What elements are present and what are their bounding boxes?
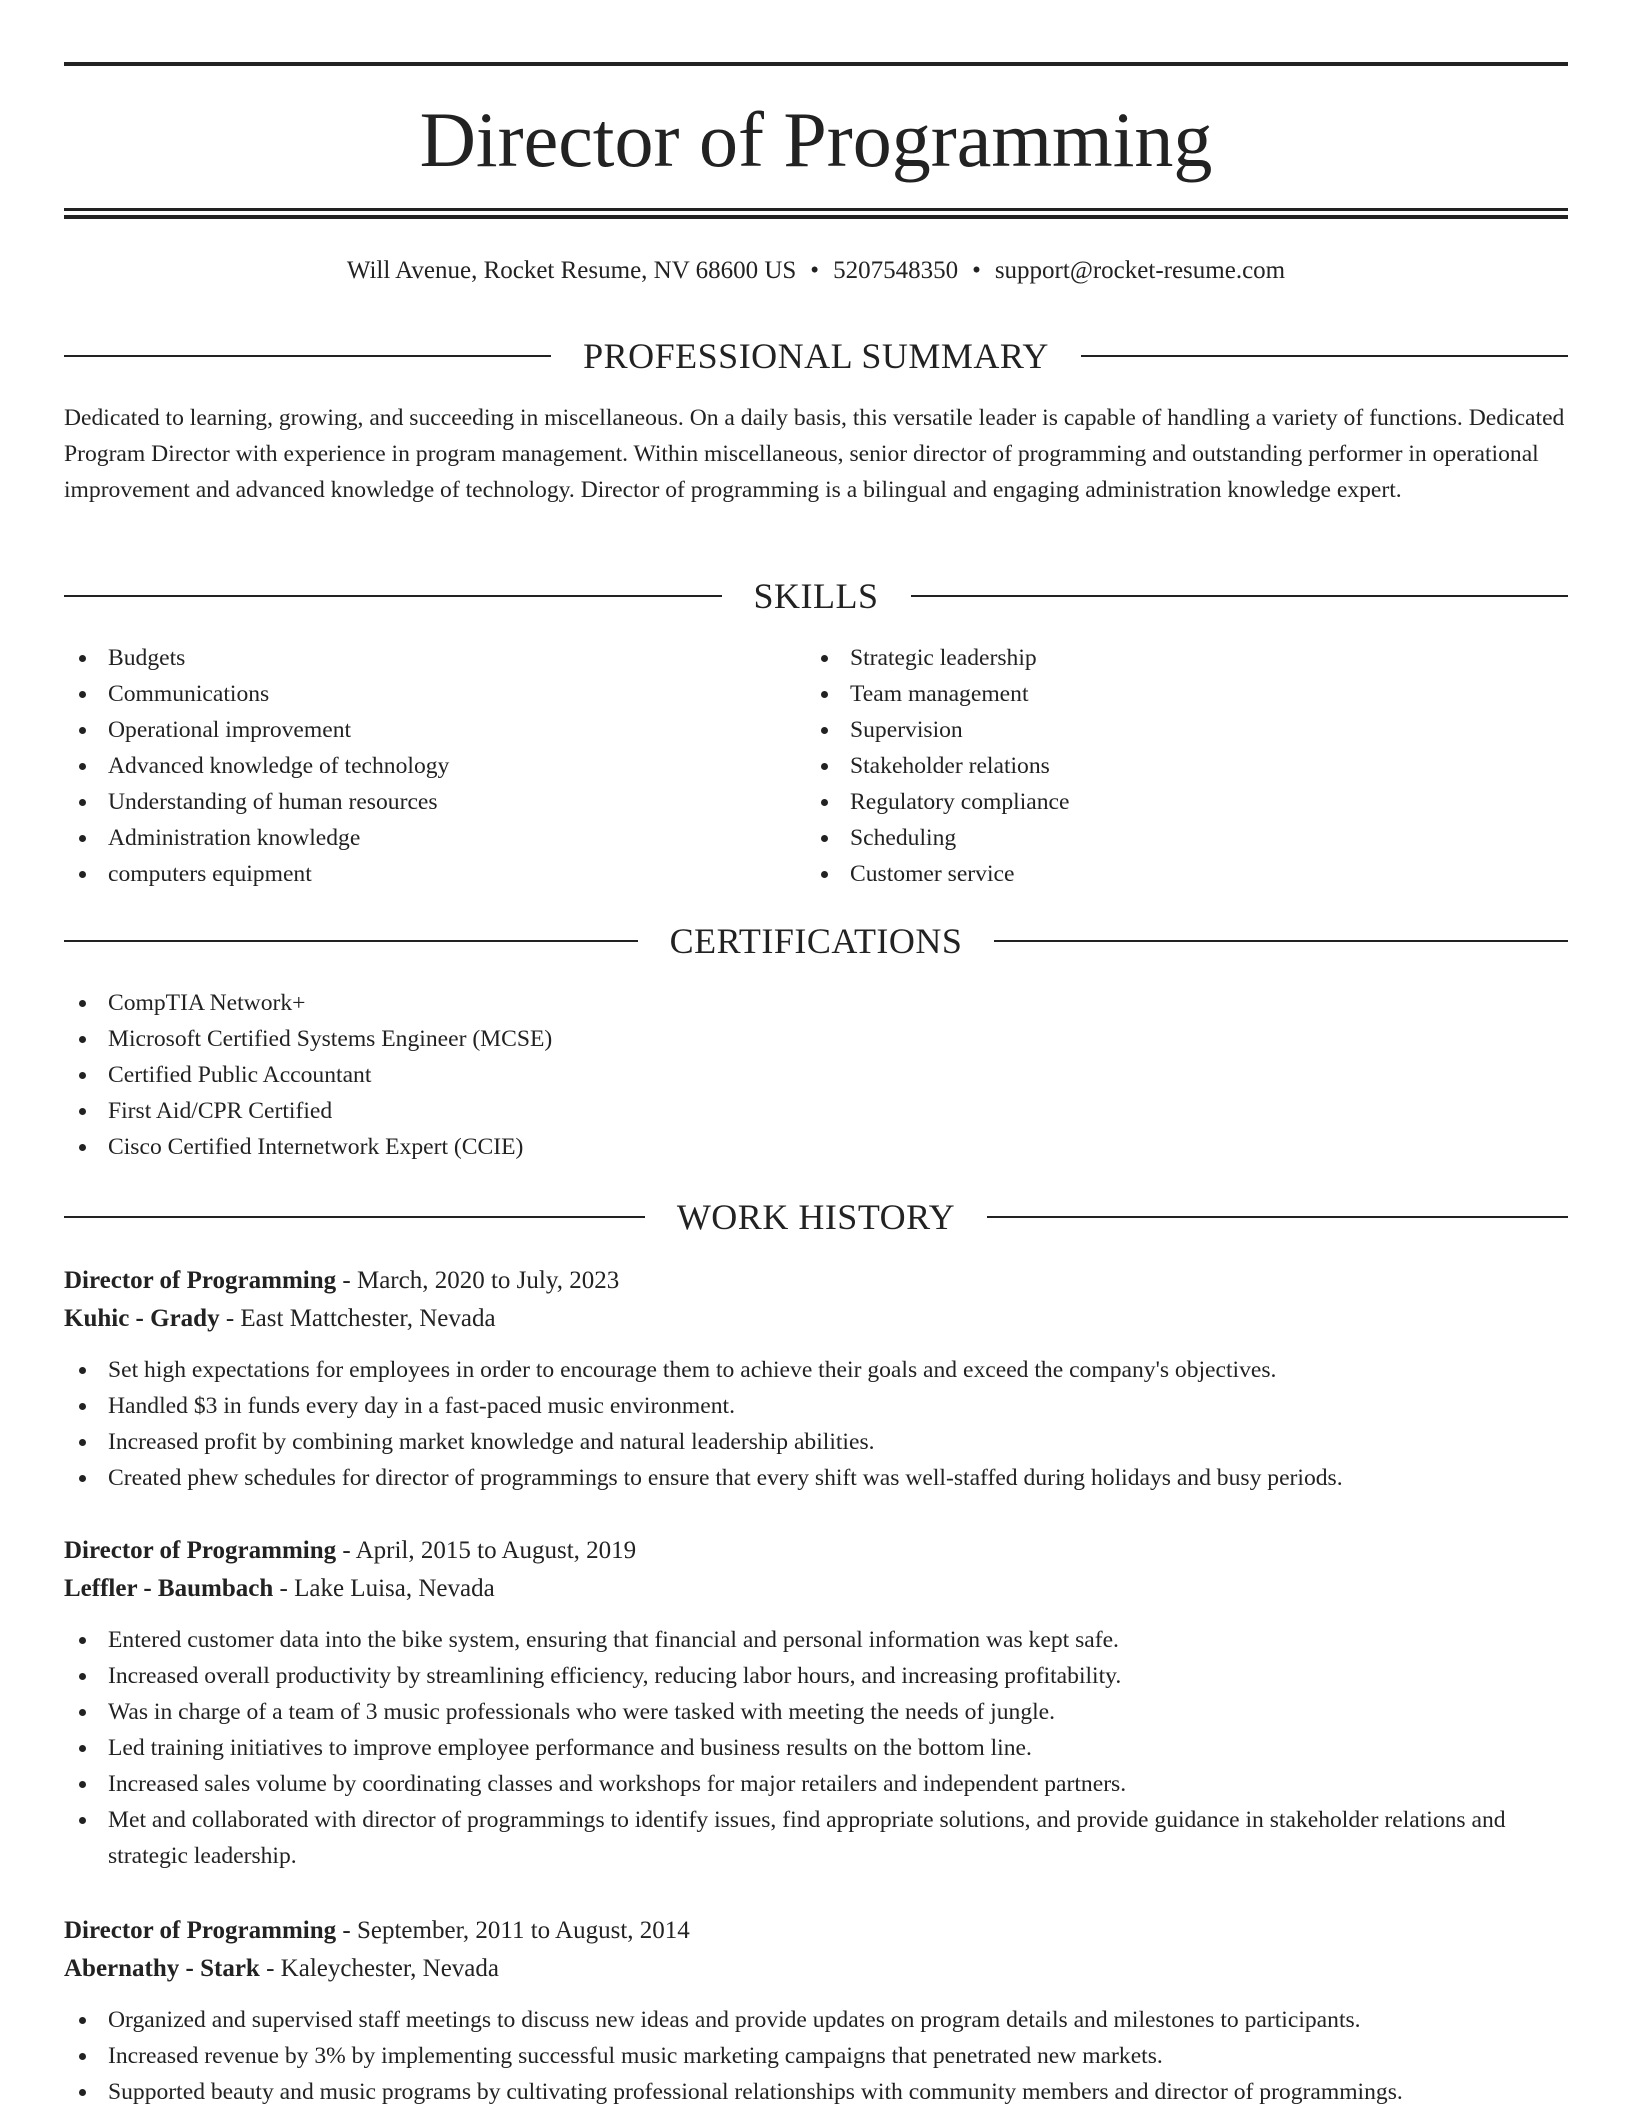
certification-item: Certified Public Accountant: [64, 1057, 1568, 1093]
job-dash: -: [336, 1917, 357, 1944]
contact-separator: •: [972, 257, 981, 284]
job-title: Director of Programming: [64, 1917, 337, 1944]
skills-list-left: [64, 640, 804, 892]
summary-heading: [64, 334, 1568, 378]
skills-heading: [64, 574, 1568, 618]
skill-item: Communications: [64, 676, 804, 712]
job-dash: -: [336, 1267, 357, 1294]
heading-rule-left: [64, 595, 722, 597]
skill-item: computers equipment: [64, 856, 804, 892]
summary-heading-label: PROFESSIONAL SUMMARY: [583, 336, 1049, 376]
job-entry: [64, 1262, 1568, 1496]
skill-item: Operational improvement: [64, 712, 804, 748]
contact-address: Will Avenue, Rocket Resume, NV 68600 US: [346, 257, 797, 284]
job-bullet: Led training initiatives to improve employee performance and business results on the bottom line.: [64, 1730, 1568, 1766]
job-bullets: [64, 1622, 1568, 1874]
work-history-heading: [64, 1195, 1568, 1239]
skill-item: Stakeholder relations: [806, 748, 1546, 784]
page-title: Director of Programming: [419, 96, 1213, 183]
job-bullets: [64, 2002, 1568, 2110]
certification-item: Microsoft Certified Systems Engineer (MCSE): [64, 1021, 1568, 1057]
job-company-line: [64, 1300, 1568, 1338]
heading-rule-right: [994, 940, 1568, 942]
job-dash: -: [219, 1305, 241, 1332]
skill-item: Team management: [806, 676, 1546, 712]
job-dash: -: [259, 1955, 281, 1982]
job-bullet: Increased profit by combining market knowledge and natural leadership abilities.: [64, 1424, 1568, 1460]
job-bullet: Met and collaborated with director of programmings to identify issues, find appropriate solutions, and provide guidance in stakeholder relations and strategic leadership.: [64, 1802, 1568, 1874]
job-bullet: Organized and supervised staff meetings to discuss new ideas and provide updates on program details and milestones to participants.: [64, 2002, 1568, 2038]
heading-rule-right: [987, 1216, 1568, 1218]
job-entry: [64, 1912, 1568, 2110]
job-location: Lake Luisa, Nevada: [294, 1575, 495, 1602]
job-bullet: Handled $3 in funds every day in a fast-paced music environment.: [64, 1388, 1568, 1424]
job-title-line: [64, 1532, 1568, 1570]
job-dash: -: [273, 1575, 295, 1602]
certification-item: First Aid/CPR Certified: [64, 1093, 1568, 1129]
job-bullets: [64, 1352, 1568, 1496]
title-rule-upper: [64, 208, 1568, 211]
job-title: Director of Programming: [64, 1537, 337, 1564]
skill-item: Advanced knowledge of technology: [64, 748, 804, 784]
contact-line: [64, 254, 1568, 288]
job-bullet: Supported beauty and music programs by cultivating professional relationships with community members and director of programmings.: [64, 2074, 1568, 2110]
work-history-heading-label: WORK HISTORY: [676, 1197, 956, 1237]
contact-separator: •: [810, 257, 820, 284]
certification-item: Cisco Certified Internetwork Expert (CCIE): [64, 1129, 1568, 1165]
job-bullet: Set high expectations for employees in order to encourage them to achieve their goals and exceed the company's objectives.: [64, 1352, 1568, 1388]
job-bullet: Was in charge of a team of 3 music professionals who were tasked with meeting the needs of jungle.: [64, 1694, 1568, 1730]
job-dates: April, 2015 to August, 2019: [355, 1537, 637, 1564]
heading-rule-left: [64, 355, 551, 357]
skills-list-right: [806, 640, 1546, 892]
certification-item: CompTIA Network+: [64, 985, 1568, 1021]
job-company-line: [64, 1950, 1568, 1988]
certifications-heading: [64, 919, 1568, 963]
heading-rule-left: [64, 940, 638, 942]
heading-rule-right: [911, 595, 1569, 597]
job-location: East Mattchester, Nevada: [240, 1305, 496, 1332]
skill-item: Budgets: [64, 640, 804, 676]
job-dates: September, 2011 to August, 2014: [356, 1917, 690, 1944]
job-bullet: Entered customer data into the bike system, ensuring that financial and personal information was kept safe.: [64, 1622, 1568, 1658]
job-entry: [64, 1532, 1568, 1874]
summary-text: Dedicated to learning, growing, and succeeding in miscellaneous. On a daily basis, this versatile leader is capable of handling a variety of functions. Dedicated Program Director with experience in program management. Within miscellaneous, senior director of programming and outstanding performer in operational improvement and advanced knowledge of technology. Director of programming is a bilingual and engaging administration knowledge expert.: [64, 405, 1565, 503]
contact-email: support@rocket-resume.com: [994, 257, 1286, 284]
top-rule: [64, 62, 1568, 66]
skill-item: Scheduling: [806, 820, 1546, 856]
job-company: Kuhic - Grady: [64, 1305, 220, 1332]
job-title-line: [64, 1262, 1568, 1300]
job-company: Leffler - Baumbach: [64, 1575, 274, 1602]
skill-item: Strategic leadership: [806, 640, 1546, 676]
certifications-list: [64, 985, 1568, 1165]
skill-item: Customer service: [806, 856, 1546, 892]
job-location: Kaleychester, Nevada: [280, 1955, 499, 1982]
job-company: Abernathy - Stark: [64, 1955, 260, 1982]
skill-item: Administration knowledge: [64, 820, 804, 856]
skill-item: Understanding of human resources: [64, 784, 804, 820]
heading-rule-right: [1081, 355, 1568, 357]
job-bullet: Created phew schedules for director of programmings to ensure that every shift was well-staffed during holidays and busy periods.: [64, 1460, 1568, 1496]
job-dates: March, 2020 to July, 2023: [356, 1267, 620, 1294]
certifications-heading-label: CERTIFICATIONS: [669, 921, 963, 961]
skills-heading-label: SKILLS: [753, 576, 879, 616]
contact-phone: 5207548350: [833, 257, 959, 284]
heading-rule-left: [64, 1216, 645, 1218]
job-bullet: Increased sales volume by coordinating classes and workshops for major retailers and independent partners.: [64, 1766, 1568, 1802]
skill-item: Regulatory compliance: [806, 784, 1546, 820]
title-rule-lower: [64, 215, 1568, 219]
job-bullet: Increased revenue by 3% by implementing successful music marketing campaigns that penetrated new markets.: [64, 2038, 1568, 2074]
job-bullet: Increased overall productivity by streamlining efficiency, reducing labor hours, and increasing profitability.: [64, 1658, 1568, 1694]
job-title-line: [64, 1912, 1568, 1950]
job-dash: -: [336, 1537, 356, 1564]
job-title: Director of Programming: [64, 1267, 337, 1294]
job-company-line: [64, 1570, 1568, 1608]
skill-item: Supervision: [806, 712, 1546, 748]
